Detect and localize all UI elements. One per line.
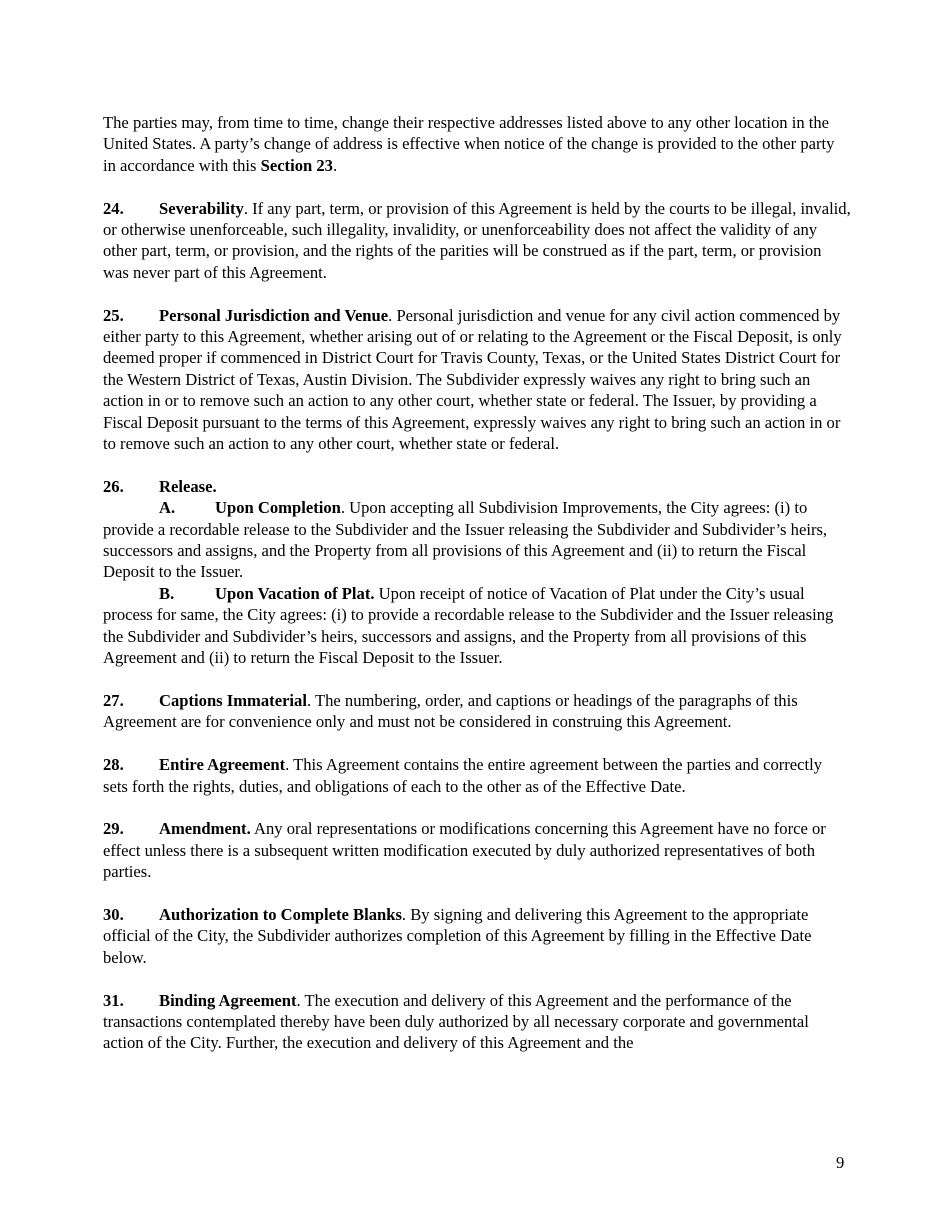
section-29 (103, 818, 851, 882)
section-25 (103, 305, 851, 455)
section-body: . This Agreement contains the entire agreement between the parties and correctly sets forth the rights, duties, and obligations of each to the other as of the Effective Date. (103, 755, 823, 796)
subsection-letter: A. (159, 498, 176, 518)
subsection-title: Upon Vacation of Plat. (215, 583, 375, 603)
subsection-letter: B. (159, 583, 175, 603)
intro-paragraph (103, 112, 851, 176)
section-title: Release. (159, 476, 217, 496)
section-number: 26. (103, 476, 124, 496)
section-body: . Personal jurisdiction and venue for any civil action commenced by either party to this Agreement, whether arising out of or relating to the Agreement or the Fiscal Deposit, is only deemed proper if commenced in District Court for Travis County, Texas, or the United States District Court for the Western District of Texas, Austin Division. The Subdivider expressly waives any right to bring such an action in or to remove such an action to any other court, whether state or federal. The Issuer, by providing a Fiscal Deposit pursuant to the terms of this Agreement, expressly waives any right to bring such an action in or to remove such an action to any other court, whether state or federal. (103, 305, 842, 454)
section-24 (103, 198, 851, 284)
section-number: 31. (103, 990, 124, 1010)
intro-text-before: The parties may, from time to time, change their respective addresses listed above to any other location in the United States. A party’s change of address is effective when notice of the change is provided to the other party in accordance with this (103, 113, 835, 175)
section-number: 29. (103, 819, 124, 839)
section-title: Entire Agreement (159, 755, 286, 775)
section-body: . The numbering, order, and captions or headings of the paragraphs of this Agreement are for convenience only and must not be considered in construing this Agreement. (103, 690, 798, 732)
section-title: Severability (159, 198, 244, 218)
section-title: Binding Agreement (159, 990, 297, 1010)
section-27 (103, 690, 851, 733)
page-number: 9 (836, 1153, 845, 1172)
intro-text-after: . (332, 155, 338, 175)
subsection-b (103, 583, 851, 669)
section-number: 27. (103, 690, 124, 710)
section-31 (103, 990, 851, 1054)
section-title: Personal Jurisdiction and Venue (159, 305, 389, 325)
section-title: Authorization to Complete Blanks (159, 904, 402, 924)
section-number: 28. (103, 755, 124, 775)
section-number: 30. (103, 904, 124, 924)
section-heading (103, 476, 851, 497)
intro-section-ref: Section 23 (260, 155, 333, 175)
section-number: 25. (103, 305, 124, 325)
section-title: Captions Immaterial (159, 690, 307, 710)
section-26 (103, 476, 851, 669)
subsection-body: . Upon accepting all Subdivision Improvements, the City agrees: (i) to provide a recordable release to the Subdivider and the Issuer releasing the Subdivider and Subdivider’s heirs, successors and assigns, and the Property from all provisions of this Agreement and (ii) to return the Fiscal Deposit to the Issuer. (103, 498, 828, 582)
subsection-a (103, 497, 851, 583)
section-title: Amendment. (159, 819, 251, 839)
section-28 (103, 754, 851, 797)
document-page (103, 112, 851, 1075)
subsection-title: Upon Completion (215, 498, 341, 518)
section-30 (103, 904, 851, 968)
section-body: . By signing and delivering this Agreement to the appropriate official of the City, the Subdivider authorizes completion of this Agreement by filling in the Effective Date below. (103, 904, 812, 967)
section-body: . If any part, term, or provision of this Agreement is held by the courts to be illegal, invalid, or otherwise unenforceable, such illegality, invalidity, or unenforceability does not affect the validity of any other part, term, or provision, and the rights of the parities will be construed as if the part, term, or provision was never part of this Agreement. (103, 198, 851, 282)
section-body: . The execution and delivery of this Agreement and the performance of the transactions contemplated thereby have been duly authorized by all necessary corporate and governmental action of the City. Further, the execution and delivery of this Agreement and the (103, 990, 809, 1053)
section-body: Any oral representations or modifications concerning this Agreement have no force or effect unless there is a subsequent written modification executed by duly authorized representatives of both parties. (103, 819, 826, 882)
subsection-body: Upon receipt of notice of Vacation of Plat under the City’s usual process for same, the City agrees: (i) to provide a recordable release to the Subdivider and the Issuer releasing the Subdivider and Subdivider’s heirs, successors and assigns, and the Property from all provisions of this Agreement and (ii) to return the Fiscal Deposit to the Issuer. (103, 583, 834, 668)
section-number: 24. (103, 198, 124, 218)
